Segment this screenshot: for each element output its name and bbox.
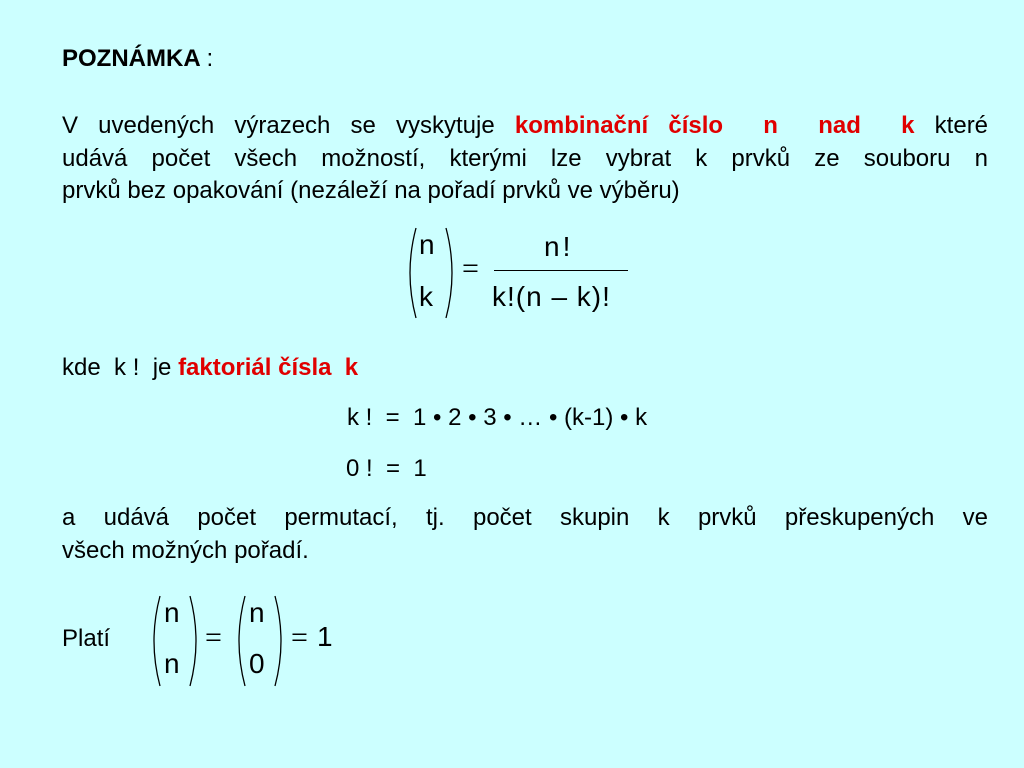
binom2-top-n: n — [249, 597, 265, 628]
factorial-definition: k ! = 1 • 2 • 3 • … • (k-1) • k — [347, 404, 648, 431]
left-paren — [404, 227, 418, 319]
right-paren-1 — [188, 595, 202, 687]
factorial-intro — [62, 354, 358, 382]
highlight-factorial: faktoriál čísla k — [178, 354, 359, 381]
right-paren-2 — [273, 595, 287, 687]
fraction-numerator: n! — [544, 231, 574, 262]
left-paren-2 — [233, 595, 247, 687]
equals-sign-2: = — [291, 621, 308, 654]
equals-sign-1: = — [205, 621, 222, 654]
paragraph1-line2: udává počet všech možností, kterými lze vybrat k prvků ze souboru n — [62, 144, 988, 172]
binom1-top-n: n — [164, 597, 180, 628]
paragraph2-line1: a udává počet permutací, tj. počet skupin k prvků přeskupených ve — [62, 504, 988, 531]
zero-factorial: 0 ! = 1 — [346, 455, 427, 482]
paragraph1-line1 — [62, 110, 988, 143]
plati-formula — [145, 593, 345, 688]
paragraph-combination-number — [62, 110, 988, 208]
binom1-bottom-n: n — [164, 648, 180, 679]
paragraph2-line2: všech možných pořadí. — [62, 536, 309, 564]
result-one: 1 — [317, 621, 333, 652]
equals-sign: = — [462, 252, 479, 285]
left-paren-1 — [148, 595, 162, 687]
paragraph1-line3: prvků bez opakování (nezáleží na pořadí prvků ve výběru) — [62, 177, 680, 204]
title-text: POZNÁMKA — [62, 45, 200, 72]
binomial-bottom-k: k — [419, 281, 433, 312]
paragraph-permutations — [62, 502, 988, 567]
binomial-formula — [400, 225, 640, 320]
binom2-bottom-0: 0 — [249, 648, 265, 679]
highlight-combination-number: kombinační číslo n nad k — [514, 112, 915, 139]
binomial-top-n: n — [419, 229, 435, 260]
factorial-intro-before: kde k ! je — [62, 354, 172, 381]
paragraph1-line1-after: které — [934, 112, 989, 139]
plati-label: Platí — [62, 625, 111, 652]
title-colon: : — [206, 45, 214, 72]
fraction-bar — [494, 270, 628, 271]
page-title — [62, 45, 213, 73]
right-paren — [444, 227, 458, 319]
fraction-denominator: k!(n – k)! — [492, 281, 611, 312]
paragraph1-line1-before: V uvedených výrazech se vyskytuje — [62, 112, 495, 139]
